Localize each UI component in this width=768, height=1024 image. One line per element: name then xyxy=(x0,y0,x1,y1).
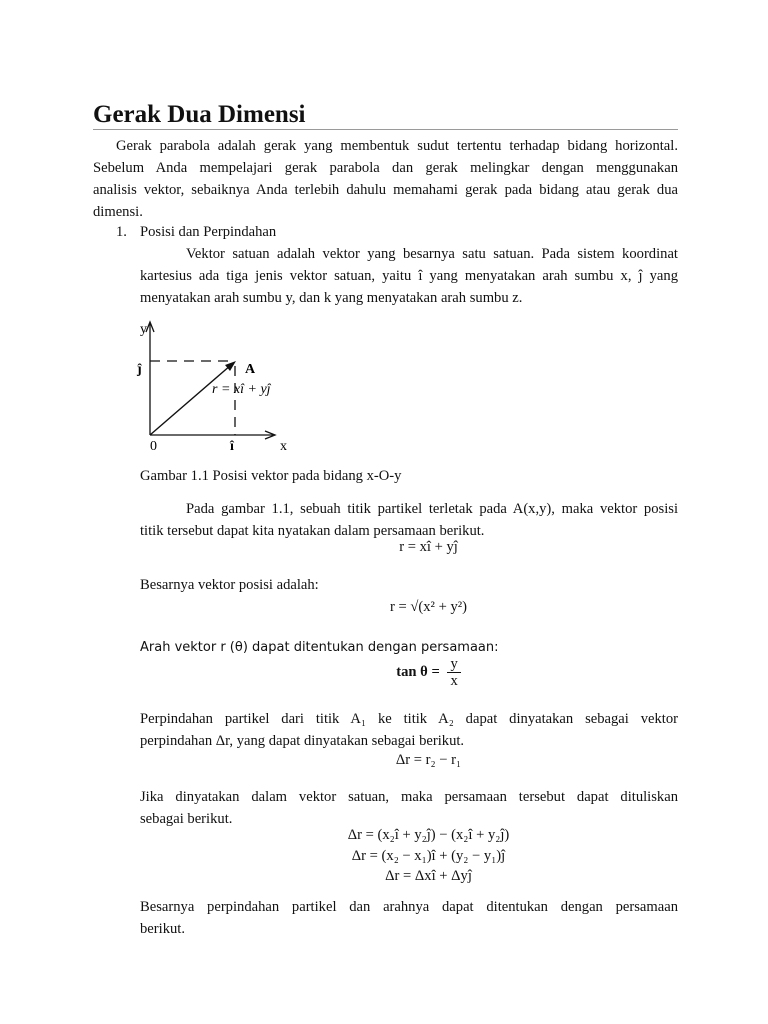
j-hat-label: ĵ xyxy=(137,362,142,377)
closing-paragraph xyxy=(140,896,678,940)
equation-displacement: Δr = r₂ − r₁ xyxy=(395,752,462,768)
section-paragraph xyxy=(140,243,678,309)
position-line: Pada gambar 1.1, sebuah titik partikel terletak pada A(x,y), maka vektor posisi xyxy=(186,501,678,517)
direction-fraction xyxy=(447,656,460,689)
intro-paragraph xyxy=(93,135,678,223)
i-hat-label: î xyxy=(230,439,234,454)
closing-line: berikut. xyxy=(140,921,185,937)
point-a-label: A xyxy=(245,362,256,377)
vector-label: r = xî + yĵ xyxy=(212,382,271,397)
displacement-line: Perpindahan partikel dari titik A₁ ke titik A₂ dapat dinyatakan sebagai vektor xyxy=(140,711,678,727)
intro-line: dimensi. xyxy=(93,204,143,220)
position-line: titik tersebut dapat kita nyatakan dalam persamaan berikut. xyxy=(140,523,485,539)
coordinate-diagram xyxy=(130,318,300,458)
displacement-paragraph xyxy=(140,708,678,752)
equation-direction xyxy=(136,656,721,689)
vector-position-figure xyxy=(130,318,300,458)
magnitude-intro: Besarnya vektor posisi adalah: xyxy=(140,577,319,593)
origin-label: 0 xyxy=(150,439,157,454)
unit-vector-line: Jika dinyatakan dalam vektor satuan, maka persamaan tersebut dapat dituliskan xyxy=(140,789,678,805)
fraction-numerator: y xyxy=(447,656,460,673)
equation-unit-2: Δr = (x₂ − x₁)î + (y₂ − y₁)ĵ xyxy=(351,848,506,864)
section-line: kartesius ada tiga jenis vektor satuan, yaitu î yang menyatakan arah sumbu x, ĵ yang xyxy=(140,268,678,284)
unit-vector-paragraph xyxy=(140,786,678,830)
section-line: menyatakan arah sumbu y, dan k yang menyatakan arah sumbu z. xyxy=(140,290,523,306)
y-axis-label: y xyxy=(140,322,147,337)
equation-position: r = xî + yĵ xyxy=(399,539,458,555)
equation-unit-3: Δr = Δxî + Δyĵ xyxy=(385,868,472,884)
intro-line: Gerak parabola adalah gerak yang membentuk sudut tertentu terhadap bidang horizontal. xyxy=(116,138,678,154)
equation-direction-lhs: tan θ = xyxy=(396,663,440,680)
fraction-denominator: x xyxy=(450,673,458,689)
equation-unit-1: Δr = (x₂î + y₂ĵ) − (x₂î + y₂ĵ) xyxy=(347,827,510,843)
section-number: 1. xyxy=(116,224,127,240)
section-line: Vektor satuan adalah vektor yang besarnya satu satuan. Pada sistem koordinat xyxy=(186,246,678,262)
page-title: Gerak Dua Dimensi xyxy=(93,101,306,128)
intro-line: Sebelum Anda mempelajari gerak parabola dan gerak melingkar dengan menggunakan xyxy=(93,160,678,176)
figure-caption: Gambar 1.1 Posisi vektor pada bidang x-O-y xyxy=(140,468,402,484)
direction-intro: Arah vektor r (θ) dapat ditentukan dengan persamaan: xyxy=(140,640,499,655)
displacement-line: perpindahan Δr, yang dapat dinyatakan sebagai berikut. xyxy=(140,733,465,749)
position-vector-line xyxy=(150,365,231,435)
intro-line: analisis vektor, sebaiknya Anda terlebih dahulu memahami gerak pada bidang atau gerak dua xyxy=(93,182,678,198)
title-underline xyxy=(93,129,678,130)
equation-magnitude: r = √(x² + y²) xyxy=(390,599,467,615)
x-axis-label: x xyxy=(280,439,287,454)
closing-line: Besarnya perpindahan partikel dan arahnya dapat ditentukan dengan persamaan xyxy=(140,899,678,915)
section-heading: Posisi dan Perpindahan xyxy=(140,224,277,240)
position-paragraph xyxy=(140,498,678,542)
unit-vector-line: sebagai berikut. xyxy=(140,811,233,827)
